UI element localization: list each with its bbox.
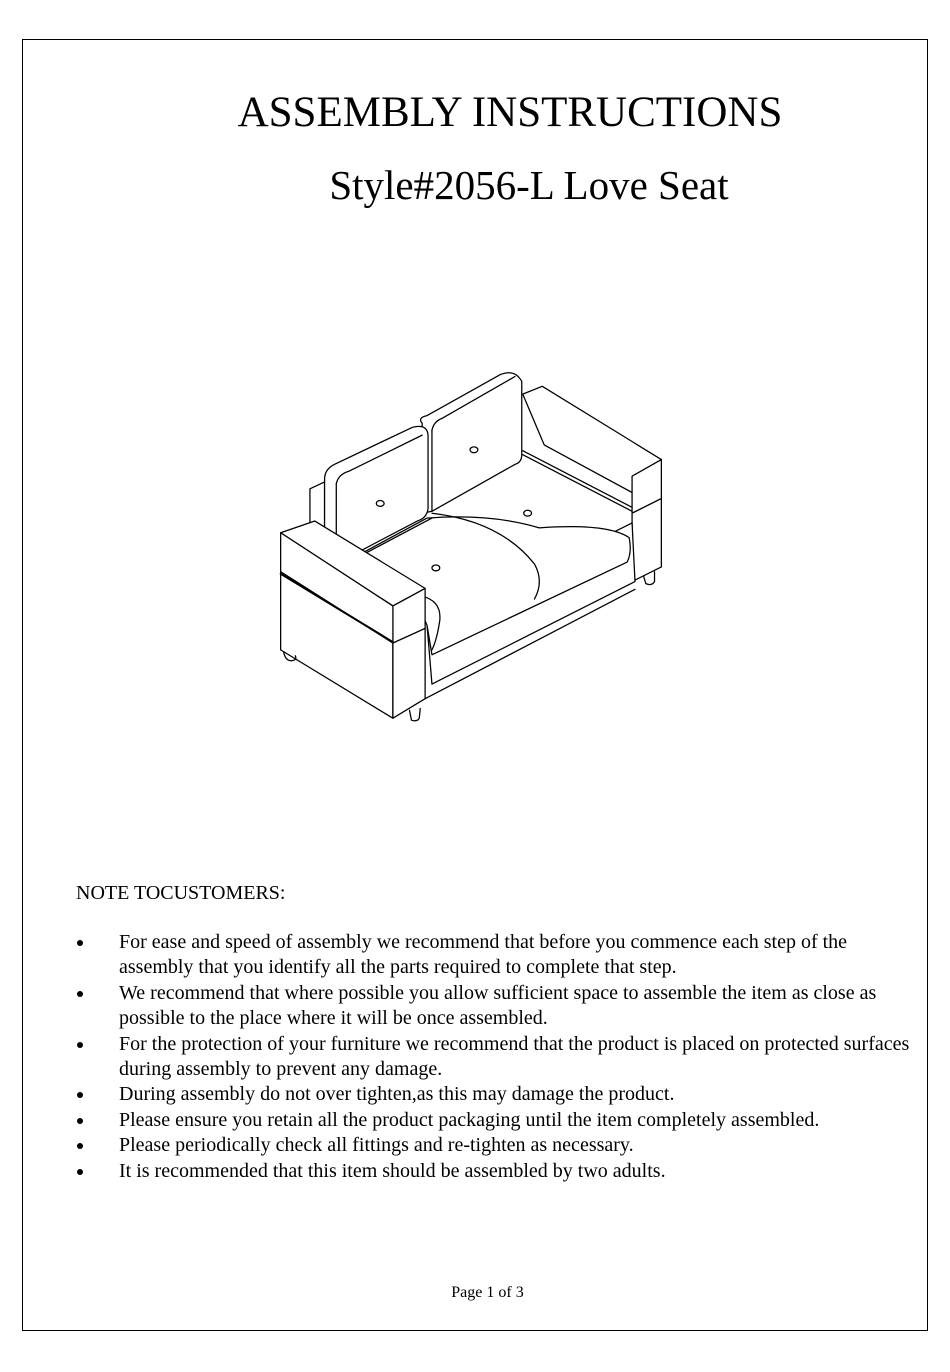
note-item: Please periodically check all fittings and re-tighten as necessary. <box>119 1134 634 1157</box>
page-title: ASSEMBLY INSTRUCTIONS <box>237 89 783 136</box>
note-item: For ease and speed of assembly we recommend that before you commence each step of the assembly that you identify all the parts required to complete that step. <box>119 931 848 979</box>
note-item: It is recommended that this item should be assembled by two adults. <box>119 1159 666 1182</box>
note-item: We recommend that where possible you allow sufficient space to assemble the item as close as possible to the place where it will be once assembled. <box>119 981 877 1030</box>
page-number: Page 1 of 3 <box>451 1284 524 1301</box>
notes-list <box>76 930 926 1184</box>
product-style-subtitle: Style#2056-L Love Seat <box>329 162 729 208</box>
notes-heading: NOTE TOCUSTOMERS: <box>76 882 286 904</box>
note-item: During assembly do not over tighten,as this may damage the product. <box>119 1083 675 1106</box>
note-item: For the protection of your furniture we recommend that the product is placed on protected surfaces during assembly to prevent any damage. <box>119 1032 910 1081</box>
love-seat-illustration <box>266 355 676 730</box>
note-item: Please ensure you retain all the product packaging until the item completely assembled. <box>119 1108 820 1131</box>
